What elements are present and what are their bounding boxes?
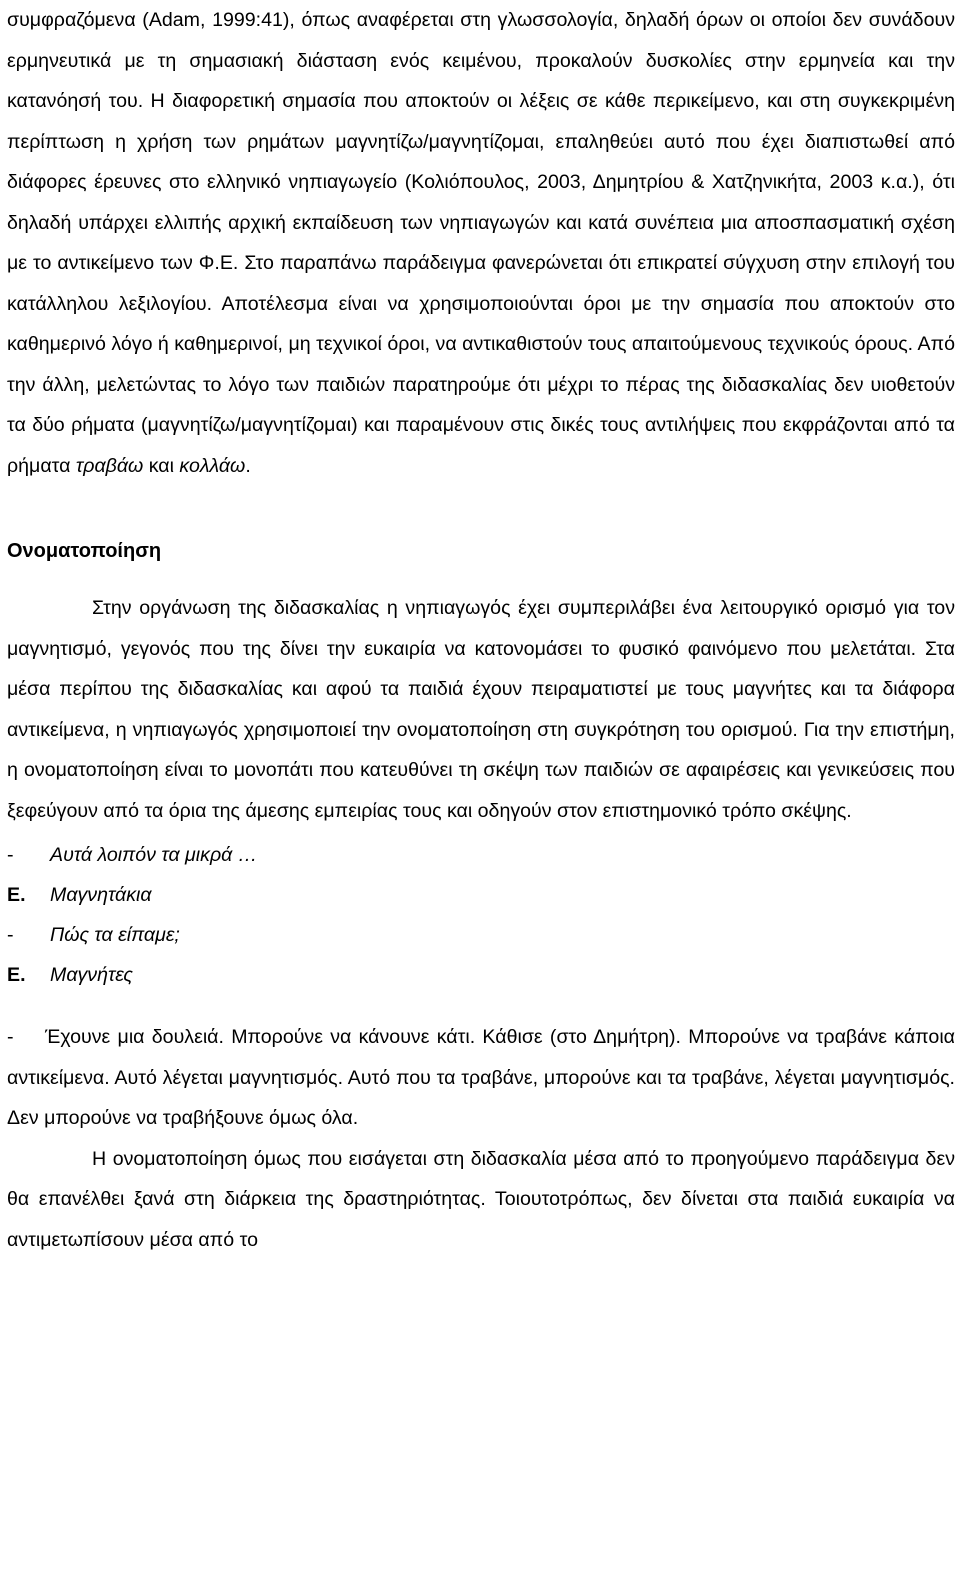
paragraph-1-text-a: συμφραζόμενα (Adam, 1999:41), όπως αναφέρεται στη γλωσσολογία, δηλαδή όρων οι οποίοι δεν συνάδουν ερμηνευτικά με τη σημασιακή διάσταση ενός κειμένου, προκαλούν δυσκολίες στην ερμηνεία και την κατανόησή του. Η διαφορετική σημασία που αποκτούν οι λέξεις σε κάθε περικείμενο, και στη συγκεκριμένη περίπτωση η χρήση των ρημάτων μαγνητίζω/μαγνητίζομαι, επαληθεύει αυτό που έχει διαπιστωθεί από διάφορες έρευνες στο ελληνικό νηπιαγωγείο (Κολιόπουλος, 2003, Δημητρίου & Χατζηνικήτα, 2003 κ.α.), ότι δηλαδή υπάρχει ελλιπής αρχική εκπαίδευση των νηπιαγωγών και κατά συνέπεια μια αποσπασματική σχέση με το αντικείμενο των Φ.Ε. Στο παραπάνω παράδειγμα φανερώνεται ότι επικρατεί σύγχυση στην επιλογή του κατάλληλου λεξιλογίου. Αποτέλεσμα είναι να χρησιμοποιούνται όροι με την σημασία που αποκτούν στο καθημερινό λόγο ή καθημερινοί, μη τεχνικοί όροι, να αντικαθιστούν τους απαιτούμενους τεχνικούς όρους. Από την άλλη, μελετώντας το λόγο των παιδιών παρατηρούμε ότι μέχρι το πέρας της διδασκαλίας δεν υιοθετούν τα δύο ρήματα (μαγνητίζω/μαγνητίζομαι) και παραμένουν στις δικές τους αντιλήψεις που εκφράζονται από τα ρήματα [7, 9, 955, 477]
body-paragraph-3: Η ονοματοποίηση όμως που εισάγεται στη διδασκαλία μέσα από το προηγούμενο παράδειγμα δεν θα επανέλθει ξανά στη διάρκεια της δραστηριότητας. Τοιουτοτρόπως, δεν δίνεται στα παιδιά ευκαιρία να αντιμετωπίσουν μέσα από το [7, 1147, 955, 1251]
dialogue-speaker: Ε. [7, 964, 26, 986]
dialogue-line [7, 915, 955, 955]
dialogue-line [7, 955, 955, 995]
dialogue-text: Μαγνητάκια [50, 884, 152, 906]
dialogue-text: Πώς τα είπαμε; [50, 924, 180, 946]
paragraph-1-text-b: και [143, 454, 180, 477]
section-heading: Ονοματοποίηση [7, 540, 162, 562]
body-paragraph-1 [7, 0, 955, 486]
dialogue-dash: - [7, 1026, 14, 1048]
dialogue-line [7, 875, 955, 915]
body-paragraph-2: Στην οργάνωση της διδασκαλίας η νηπιαγωγός έχει συμπεριλάβει ένα λειτουργικό ορισμό για τον μαγνητισμό, γεγονός που της δίνει την ευκαιρία να κατονομάσει το φυσικό φαινόμενο που μελετάται. Στα μέσα περίπου της διδασκαλίας και αφού τα παιδιά έχουν πειραματιστεί με τους μαγνήτες και τα διάφορα αντικείμενα, η νηπιαγωγός χρησιμοποιεί την ονοματοποίηση στη συγκρότηση του ορισμού. Για την επιστήμη, η ονοματοποίηση είναι το μονοπάτι που κατευθύνει τη σκέψη των παιδιών σε αφαιρέσεις και γενικεύσεις που ξεφεύγουν από τα όρια της άμεσης εμπειρίας τους και οδηγούν στον επιστημονικό τρόπο σκέψης. [7, 597, 955, 822]
dialogue-speaker: - [7, 844, 14, 866]
italic-term-kollao: κολλάω [179, 454, 246, 477]
dialogue-speaker: - [7, 924, 14, 946]
dialogue-long-text: Έχουνε μια δουλειά. Μπορούνε να κάνουνε κάτι. Κάθισε (στο Δημήτρη). Μπορούνε να τραβάνε κάποια αντικείμενα. Αυτό λέγεται μαγνητισμός. Αυτό που τα τραβάνε, μπορούνε και τα τραβάνε, λέγεται μαγνητισμός. Δεν μπορούνε να τραβήξουνε όμως όλα. [7, 1026, 955, 1129]
dialogue-long-turn [7, 1017, 955, 1139]
dialogue-text: Αυτά λοιπόν τα μικρά … [50, 844, 258, 866]
paragraph-1-text-c: . [245, 454, 251, 477]
document-page [7, 0, 955, 1260]
dialogue-excerpt [7, 831, 955, 995]
dialogue-speaker: Ε. [7, 884, 26, 906]
dialogue-text: Μαγνήτες [50, 964, 133, 986]
dialogue-line [7, 835, 955, 875]
italic-term-travao: τραβάω [75, 454, 144, 477]
